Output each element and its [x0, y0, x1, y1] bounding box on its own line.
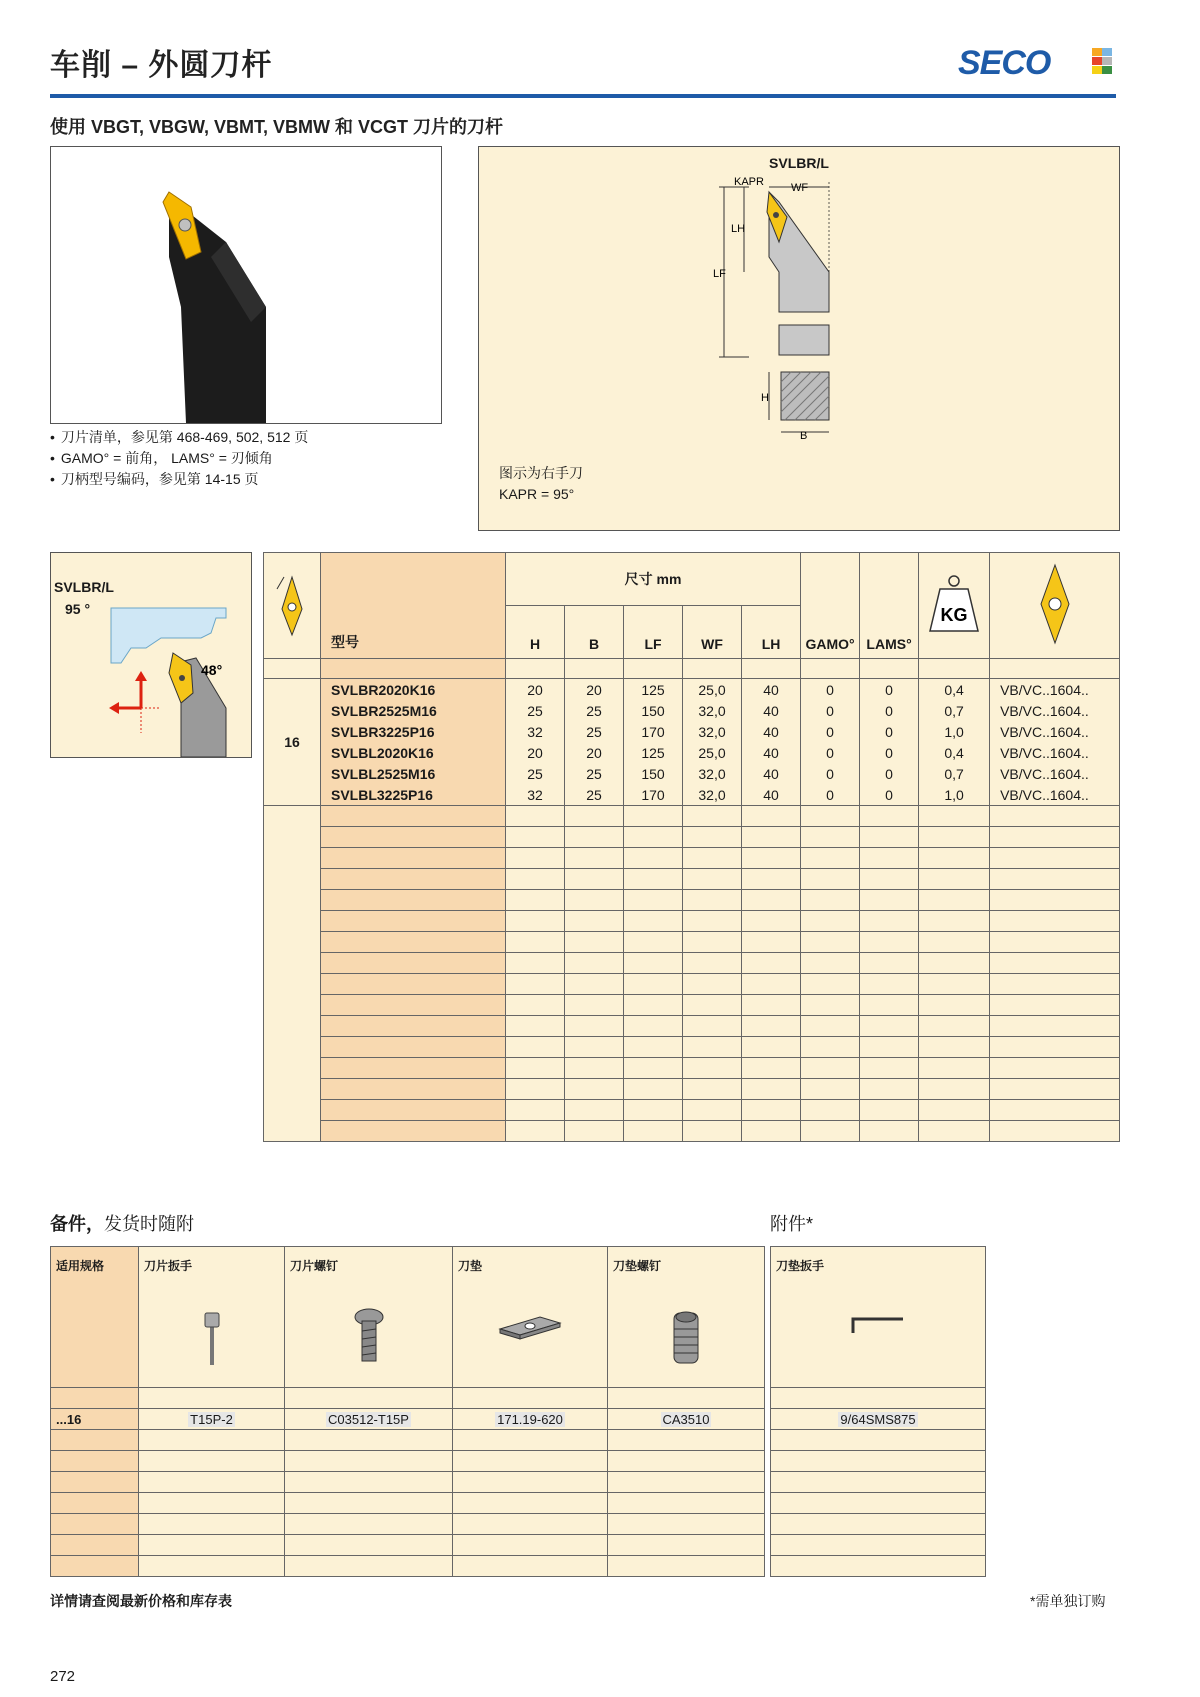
cell-wf: 32,0 [683, 784, 742, 806]
weight-header [919, 553, 990, 659]
drawing-note [499, 463, 583, 505]
col-wf-header: WF [683, 606, 742, 659]
acc-shim-screw-value: CA3510 [662, 1411, 710, 1427]
cell-lh: 40 [742, 700, 801, 721]
model-code: SVLBR2020K16 [321, 679, 506, 701]
table-row [264, 742, 1120, 763]
group-size: 16 [264, 679, 321, 806]
acc-size-value: ...16 [51, 1409, 139, 1430]
cell-gamo: 0 [801, 679, 860, 701]
col-b-header: B [565, 606, 624, 659]
cell-gamo: 0 [801, 700, 860, 721]
dimension-drawing [478, 146, 1120, 531]
tool-dimension-sketch [709, 177, 859, 447]
acc-shim-screw-cell [608, 1409, 765, 1430]
model-code: SVLBR3225P16 [321, 721, 506, 742]
insert-code: VB/VC..1604.. [990, 742, 1120, 763]
optional-row [771, 1409, 986, 1430]
col-h-header: H [506, 606, 565, 659]
cell-lf: 150 [624, 763, 683, 784]
cell-b: 20 [565, 742, 624, 763]
cell-kg: 1,0 [919, 784, 990, 806]
cell-gamo: 0 [801, 784, 860, 806]
acc-key-cell [139, 1409, 285, 1430]
acc-screw-value: C03512-T15P [328, 1411, 409, 1427]
acc-shim-screw-label: 刀垫螺钉 [613, 1259, 662, 1273]
insert-code: VB/VC..1604.. [990, 679, 1120, 701]
cell-lams: 0 [860, 679, 919, 701]
cell-lh: 40 [742, 721, 801, 742]
cell-lams: 0 [860, 763, 919, 784]
accessory-row [51, 1409, 765, 1430]
cell-h: 20 [506, 742, 565, 763]
cell-b: 20 [565, 679, 624, 701]
cell-b: 25 [565, 763, 624, 784]
cell-b: 25 [565, 721, 624, 742]
cell-lh: 40 [742, 679, 801, 701]
model-code: SVLBR2525M16 [321, 700, 506, 721]
cell-lf: 125 [624, 679, 683, 701]
optional-title: 附件* [770, 1214, 814, 1234]
cell-lh: 40 [742, 784, 801, 806]
model-header: 型号 [321, 553, 506, 659]
h-label: H [761, 392, 769, 404]
optional-table [770, 1246, 986, 1577]
cell-h: 20 [506, 679, 565, 701]
cell-lf: 170 [624, 784, 683, 806]
acc-shim-header [453, 1247, 608, 1388]
col-lh-header: LH [742, 606, 801, 659]
note-item: • 刀片清单，参见第 468-469, 502, 512 页 [50, 427, 308, 448]
col-lf-header: LF [624, 606, 683, 659]
cell-wf: 32,0 [683, 763, 742, 784]
b-label: B [800, 430, 808, 442]
acc-key-label: 刀片扳手 [144, 1259, 193, 1273]
mini-code: SVLBR/L [54, 579, 114, 595]
opt-value: 9/64SMS875 [840, 1411, 916, 1427]
cell-gamo: 0 [801, 742, 860, 763]
weight-label: KG [940, 605, 968, 625]
application-drawing [51, 553, 251, 757]
tool-photo [50, 146, 442, 424]
cell-wf: 32,0 [683, 700, 742, 721]
brand-name: SECO [958, 44, 1051, 82]
insert-screw-icon [349, 1307, 389, 1367]
cell-lh: 40 [742, 742, 801, 763]
torx-key-icon [197, 1307, 227, 1367]
cell-h: 32 [506, 784, 565, 806]
cell-lams: 0 [860, 721, 919, 742]
insert-header [990, 553, 1120, 659]
note-item: • 刀柄型号编码，参见第 14-15 页 [50, 469, 308, 490]
accessories-table [50, 1246, 765, 1577]
drawing-note-line: KAPR = 95° [499, 486, 575, 502]
acc-shim-label: 刀垫 [458, 1259, 483, 1273]
insert-code: VB/VC..1604.. [990, 784, 1120, 806]
table-row [264, 784, 1120, 806]
title-rule [50, 94, 1116, 98]
acc-screw-header [285, 1247, 453, 1388]
model-code: SVLBL2020K16 [321, 742, 506, 763]
logo-color-blocks [1092, 48, 1112, 74]
drawing-title: SVLBR/L [769, 155, 829, 171]
gamo-header: GAMO° [801, 553, 860, 659]
cell-gamo: 0 [801, 763, 860, 784]
cell-lams: 0 [860, 700, 919, 721]
wf-label: WF [791, 182, 809, 194]
cell-lf: 125 [624, 742, 683, 763]
table-row [264, 679, 1120, 701]
weight-icon [926, 569, 982, 639]
footer-asterisk-note: *需单独订购 [1030, 1593, 1106, 1609]
acc-shim-cell [453, 1409, 608, 1430]
model-code: SVLBL2525M16 [321, 763, 506, 784]
model-code: SVLBL3225P16 [321, 784, 506, 806]
mini-angle: 95 ° [65, 601, 91, 617]
cell-b: 25 [565, 700, 624, 721]
application-sketch [50, 552, 252, 758]
accessories-title-bold: 备件， [50, 1214, 104, 1234]
holder-table [263, 552, 1120, 1142]
hex-key-icon [848, 1307, 908, 1337]
acc-size-label: 适用规格 [56, 1259, 105, 1273]
cell-kg: 1,0 [919, 721, 990, 742]
opt-header [771, 1247, 986, 1388]
table-row [264, 763, 1120, 784]
cell-wf: 25,0 [683, 679, 742, 701]
insert-icon [1035, 559, 1075, 649]
cell-b: 25 [565, 784, 624, 806]
dimensions-group-header: 尺寸 mm [506, 553, 801, 606]
notes-list [50, 427, 308, 490]
note-item: • GAMO° = 前角， LAMS° = 刃倾角 [50, 448, 308, 469]
kapr-label: KAPR [734, 177, 764, 188]
cell-lh: 40 [742, 763, 801, 784]
lams-header: LAMS° [860, 553, 919, 659]
cell-h: 25 [506, 763, 565, 784]
shim-screw-icon [666, 1307, 706, 1367]
insert-code: VB/VC..1604.. [990, 763, 1120, 784]
seco-logo [958, 44, 1113, 80]
cell-kg: 0,4 [919, 679, 990, 701]
cell-kg: 0,7 [919, 763, 990, 784]
cell-kg: 0,4 [919, 742, 990, 763]
empty-group-cell [264, 806, 321, 1142]
table-row [264, 721, 1120, 742]
cell-lf: 150 [624, 700, 683, 721]
acc-key-value: T15P-2 [190, 1411, 233, 1427]
acc-screw-label: 刀片螺钉 [290, 1259, 339, 1273]
tool-holder-image [51, 147, 441, 423]
lh-label: LH [731, 223, 746, 235]
opt-cell [771, 1409, 986, 1430]
opt-header-label: 刀垫扳手 [776, 1259, 825, 1273]
insert-code: VB/VC..1604.. [990, 721, 1120, 742]
table-row [264, 700, 1120, 721]
cell-h: 25 [506, 700, 565, 721]
cell-lf: 170 [624, 721, 683, 742]
acc-key-header [139, 1247, 285, 1388]
acc-shim-value: 171.19-620 [497, 1411, 563, 1427]
page-subtitle: 使用 VBGT, VBGW, VBMT, VBMW 和 VCGT 刀片的刀杆 [50, 117, 504, 137]
cell-wf: 25,0 [683, 742, 742, 763]
insert-shape-icon [272, 569, 312, 639]
cell-wf: 32,0 [683, 721, 742, 742]
mini-angle2: 48° [201, 662, 223, 678]
lf-label: LF [713, 268, 726, 280]
cell-lams: 0 [860, 784, 919, 806]
acc-size-header [51, 1247, 139, 1388]
accessories-title [50, 1210, 194, 1236]
shim-icon [495, 1307, 565, 1347]
insert-shape-header [264, 553, 321, 659]
cell-kg: 0,7 [919, 700, 990, 721]
page-number: 272 [50, 1668, 76, 1685]
cell-h: 32 [506, 721, 565, 742]
footer-note: 详情请查阅最新价格和库存表 [50, 1593, 232, 1609]
acc-screw-cell [285, 1409, 453, 1430]
cell-gamo: 0 [801, 721, 860, 742]
page-title: 车削 – 外圆刀杆 [50, 49, 273, 82]
acc-shim-screw-header [608, 1247, 765, 1388]
drawing-note-line: 图示为右手刀 [499, 465, 583, 481]
accessories-title-rest: 发货时随附 [104, 1214, 194, 1234]
insert-code: VB/VC..1604.. [990, 700, 1120, 721]
cell-lams: 0 [860, 742, 919, 763]
